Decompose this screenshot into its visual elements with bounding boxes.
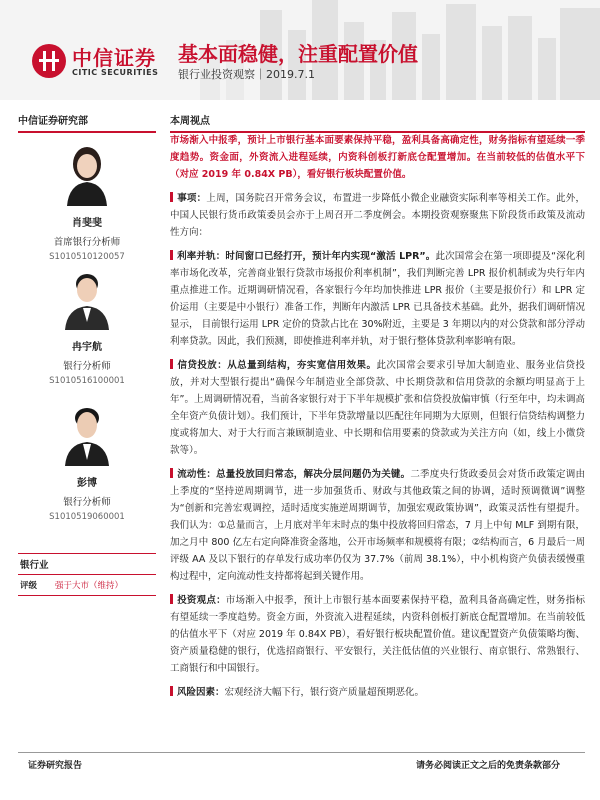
bullet-marker xyxy=(170,192,173,202)
paragraph-keyword: 信贷投放：从总量到结构，夯实宽信用效果。 xyxy=(177,360,377,371)
paragraph-text: 此次国常会在第一项即提及“深化利率市场化改革，完善商业银行贷款市场报价利率机制”，我们判断完善 LPR 报价机制或为央行年内重点推进工作。近期调研情况看，各家银行今年均加快推进 LPR 报价（主要是报价行）和 LPR 定价运用（主要是中小银行）准备工作，判断年内激活 LPR 已具备技术基础。此外，据我们调研情况显示， 目前银行运用 LPR 定价的贷款占比在 30%附近，主要是 3 年期以内的对公贷款和部分浮动利率贷款。因此，我们预测，即使推进利率并轨，对于银行整体贷款利率影响有限。 xyxy=(170,251,585,347)
bullet-marker xyxy=(170,250,173,260)
paragraph-liquidity xyxy=(170,466,585,585)
sector-rating-box xyxy=(18,553,156,596)
paragraph-keyword: 风险因素： xyxy=(177,687,225,698)
bullet-marker xyxy=(170,594,173,604)
bullet-marker xyxy=(170,359,173,369)
paragraph-risk xyxy=(170,684,585,701)
analyst-name: 彭博 xyxy=(77,478,97,489)
report-title: 基本面稳健，注重配置价值 xyxy=(178,42,418,66)
paragraph-rate xyxy=(170,248,585,350)
brand-name-cn: 中信证券 xyxy=(72,46,156,70)
paragraph-event xyxy=(170,190,585,241)
analyst-id: S1010519060001 xyxy=(49,512,125,522)
brand-name-en: CITIC SECURITIES xyxy=(72,68,159,77)
paragraph-text: 宏观经济大幅下行，银行资产质量超预期恶化。 xyxy=(224,687,425,698)
paragraph-keyword: 投资观点： xyxy=(177,595,226,606)
report-subtitle: 银行业投资观察｜2019.7.1 xyxy=(178,68,315,81)
citic-logo xyxy=(30,40,170,86)
analyst-title: 银行分析师 xyxy=(63,497,111,508)
analyst-card xyxy=(18,138,156,262)
weekly-view-heading: 本周视点 xyxy=(170,112,585,133)
analyst-name: 冉宇航 xyxy=(72,342,102,353)
bullet-marker xyxy=(170,686,173,696)
sector-name: 银行业 xyxy=(18,554,156,575)
analyst-card xyxy=(18,262,156,386)
summary-lead: 市场渐入中报季，预计上市银行基本面要素保持平稳，盈利具备高确定性，财务指标有望延续一季度趋势。资金面，外资流入进程延续，内资科创板打新底仓配置增加。在当前较低的估值水平下（对应 2019 年 0.84X PB），看好银行板块配置价值。 xyxy=(170,135,585,180)
citic-logo-icon xyxy=(30,42,68,80)
analyst-card xyxy=(18,398,156,522)
paragraph-text: 二季度央行货政委员会对货币政策定调由上季度的“坚持逆周期调节，进一步加强货币、财政与其他政策之间的协调，适时预调微调”调整为“创新和完善宏观调控，适时适度实施逆周期调节，加强宏观政策协调”，政策灵活性有望提升。我们认为：①总量而言，上月底对半年末时点的集中投放将回归常态，7 月上中旬 MLF 到期有限，加之月中 800 亿左右定向降准资金落地，公开市场频率和规模将有限；②结构而言，6 月最后一周评级 AA 及以下银行的存单发行成功率仍仅为 37.7%（前周 38.1%），中小机构资产负债表缓慢重构过程中，定向流动性支持都将起到关键作用。 xyxy=(170,469,585,582)
paragraph-keyword: 事项： xyxy=(177,193,207,204)
paragraph-text: 此次国常会要求引导加大制造业、服务业信贷投放，并对大型银行提出“确保今年制造业全部贷款、中长期贷款和信用贷款的余额均明显高于上年”。上周调研情况看，当前各家银行对于下半年规模扩张和信贷投放偏审慎（行至年中，均未调高全年资产负债计划）。我们预计，下半年贷款增量以匹配往年同期为大原则，但银行信贷结构调整力度或将加大、对于大行而言兼顾制造业、中长期和信用要素的贷款或为关注方向（如，线上小微贷款等）。 xyxy=(170,360,585,456)
bullet-marker xyxy=(170,468,173,478)
footer-report-type: 证券研究报告 xyxy=(28,761,83,771)
analyst-id: S1010510120057 xyxy=(49,252,125,262)
analyst-photo xyxy=(59,398,115,466)
rating-label: 评级 xyxy=(20,581,38,591)
analyst-photo xyxy=(59,138,115,206)
footer-disclaimer: 请务必阅读正文之后的免责条款部分 xyxy=(415,761,560,771)
rating-value: 强于大市（维持） xyxy=(55,581,124,591)
paragraph-text: 上周，国务院召开常务会议，布置进一步降低小微企业融资实际利率等相关工作。此外，中国人民银行货币政策委员会亦于上周召开二季度例会。本期投资观察聚焦下阶段货币政策及流动性方向： xyxy=(170,193,585,238)
paragraph-keyword: 利率并轨：时间窗口已经打开，预计年内实现“激活 LPR”。 xyxy=(177,251,436,262)
analyst-photo xyxy=(59,262,115,330)
paragraph-credit xyxy=(170,357,585,459)
analyst-title: 银行分析师 xyxy=(63,361,111,372)
paragraph-text: 市场渐入中报季，预计上市银行基本面要素保持平稳，盈利具备高确定性，财务指标有望延续一季度趋势。资金方面，外资流入进程延续，内资科创板打新底仓配置增加。在当前较低的估值水平下（对应 2019 年 0.84X PB），看好银行板块配置价值。建议配置资产负债策略均衡、资产质量稳健的银行，优选招商银行、平安银行，关注低估值的兴业银行、南京银行、常熟银行、工商银行和中国银行。 xyxy=(170,595,585,674)
sector-rating-row xyxy=(18,575,156,595)
paragraph-investment-view xyxy=(170,592,585,677)
analyst-title: 首席银行分析师 xyxy=(53,237,121,248)
footer-divider xyxy=(18,752,585,753)
analyst-name: 肖斐斐 xyxy=(72,218,102,229)
research-dept-heading: 中信证券研究部 xyxy=(18,112,156,133)
analyst-id: S1010516100001 xyxy=(49,376,125,386)
paragraph-keyword: 流动性：总量投放回归常态，解决分层问题仍为关键。 xyxy=(177,469,411,480)
main-content xyxy=(170,132,585,701)
